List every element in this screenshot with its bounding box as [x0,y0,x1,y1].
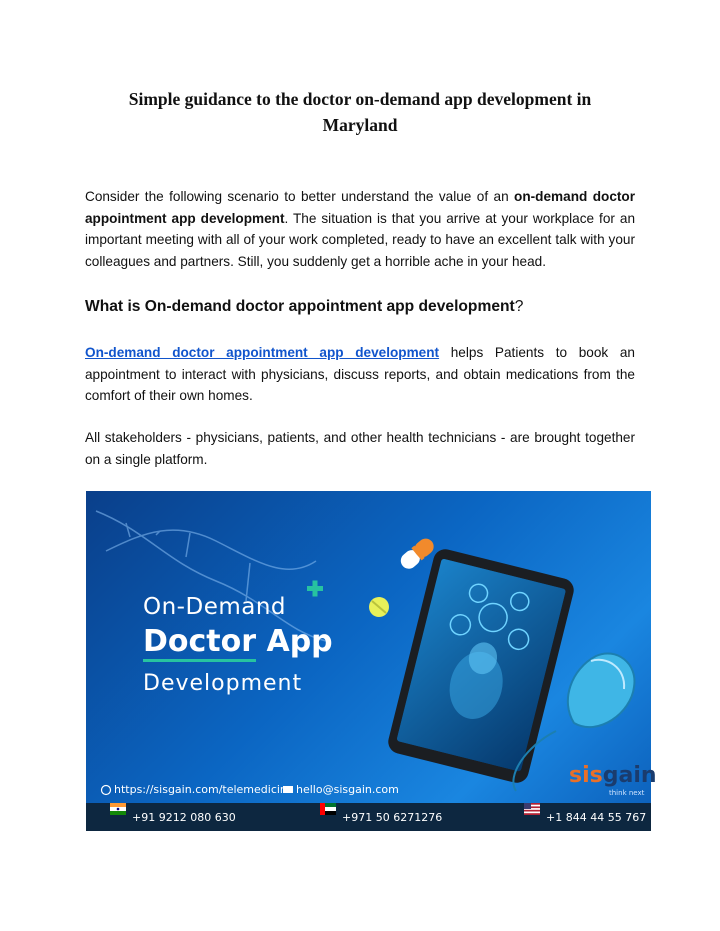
logo-part-b: gain [602,763,657,788]
page-title: Simple guidance to the doctor on-demand app development in Maryland [128,89,592,135]
definition-text: helps Patients to book an appointment to interact with physicians, discuss reports, and obtain medications from the comfort of their own homes. [85,345,635,403]
uae-flag-icon [320,803,336,815]
usa-flag-icon [524,803,540,815]
banner-line-2 [143,624,333,659]
stakeholders-paragraph: All stakeholders - physicians, patients, and other health technicians - are brought together on a single platform. [85,430,635,467]
phone-india: +91 9212 080 630 [132,811,236,824]
india-flag-icon [110,803,126,815]
promo-banner-image [86,491,657,831]
email-text: hello@sisgain.com [296,783,399,796]
logo-part-a: sis [569,763,603,788]
section-heading [85,298,523,316]
website-text: https://sisgain.com/telemedicine [114,783,294,796]
heading-mark: ? [514,298,524,315]
banner-word-doctor: Doctor [143,624,256,662]
contact-phone-bar [86,803,651,831]
logo-tagline: think next [609,789,645,797]
dna-helix-icon [96,511,326,641]
intro-text: Consider the following scenario to better understand the value of an [85,189,515,204]
heading-text: What is On-demand doctor appointment app development [85,298,515,315]
capsule-pill-icon [398,535,437,572]
intro-paragraph [85,186,635,272]
intro-text-rest: . The situation is that you arrive at your workplace for an important meeting with all of your work completed, ready to have an excellent talk with your colleagues and partners. Still, you suddenly get a horrible ache in your head. [85,210,636,269]
definition-link[interactable]: On-demand doctor appointment app development [85,345,440,360]
plus-icon [307,581,323,597]
definition-paragraph [85,342,635,407]
intro-bold-term: on-demand doctor appointment app development [85,189,635,226]
banner-line-1: On-Demand [143,594,287,620]
phone-uae: +971 50 6271276 [342,811,443,824]
tablet-device-icon [386,547,577,786]
banner-word-app: App [256,624,333,659]
phone-usa: +1 844 44 55 767 [546,811,647,824]
tablet-pill-icon [369,597,389,617]
contact-web-row [86,779,651,801]
banner-line-3: Development [143,671,303,696]
